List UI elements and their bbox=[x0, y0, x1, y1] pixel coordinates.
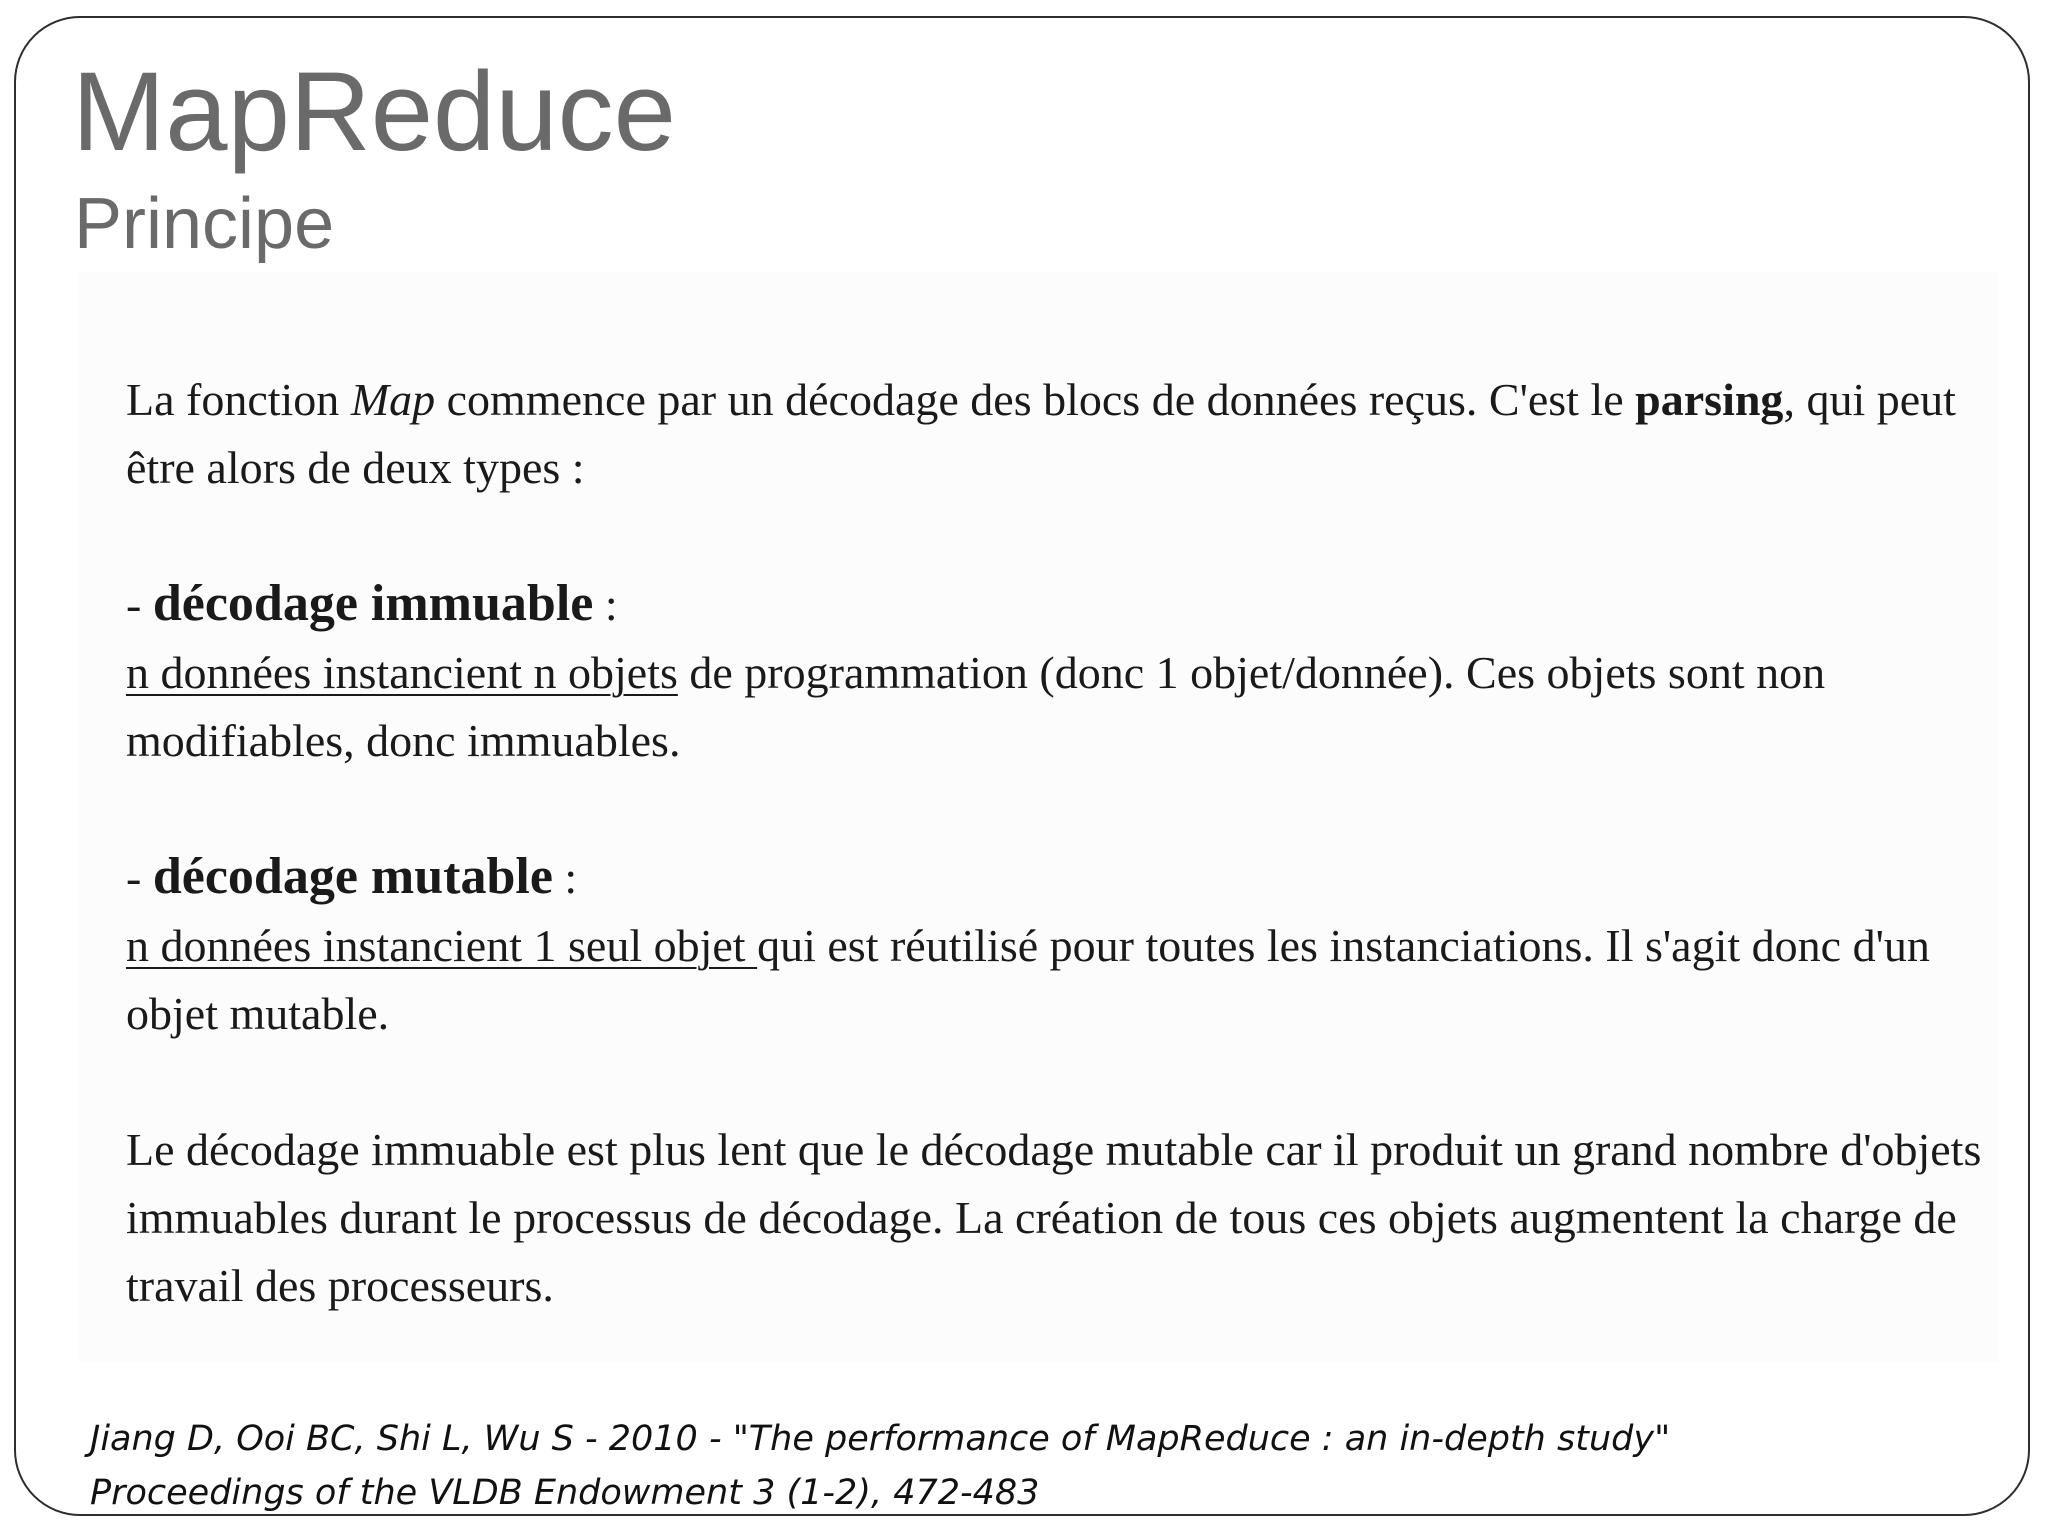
slide-subtitle: Principe bbox=[74, 184, 335, 264]
parsing-term: parsing bbox=[1635, 374, 1784, 425]
immutable-underlined-text: n données instancient n objets bbox=[126, 647, 678, 698]
immutable-heading: - décodage immuable : bbox=[126, 575, 618, 632]
intro-paragraph: La fonction Map commence par un décodage des blocs de données reçus. C'est le parsing, qui peut être alors de deux types : bbox=[126, 374, 1956, 493]
slide-body bbox=[126, 366, 2006, 1320]
slide-title: MapReduce bbox=[72, 49, 676, 174]
immutable-heading-text: décodage immuable bbox=[152, 575, 594, 632]
mutable-description: n données instancient 1 seul objet qui est réutilisé pour toutes les instanciations. Il s'agit donc d'un objet mutable. bbox=[126, 920, 1930, 1039]
mutable-heading-text: décodage mutable bbox=[152, 848, 553, 905]
mutable-heading: - décodage mutable : bbox=[126, 848, 578, 905]
citation-line-1: Jiang D, Ooi BC, Shi L, Wu S - 2010 - "The performance of MapReduce : an in-depth study" bbox=[90, 1419, 1671, 1459]
citation-line-2: Proceedings of the VLDB Endowment 3 (1-2), 472-483 bbox=[90, 1473, 1040, 1513]
immutable-description: n données instancient n objets de programmation (donc 1 objet/donnée). Ces objets sont non modifiables, donc immuables. bbox=[126, 647, 1826, 766]
conclusion-paragraph: Le décodage immuable est plus lent que le décodage mutable car il produit un grand nombre d'objets immuables durant le processus de décodage. La création de tous ces objets augmentent la charge de travail des processeurs. bbox=[126, 1124, 1982, 1311]
citation bbox=[90, 1412, 1670, 1520]
map-term: Map bbox=[350, 374, 436, 425]
mutable-underlined-text: n données instancient 1 seul objet bbox=[126, 920, 758, 971]
